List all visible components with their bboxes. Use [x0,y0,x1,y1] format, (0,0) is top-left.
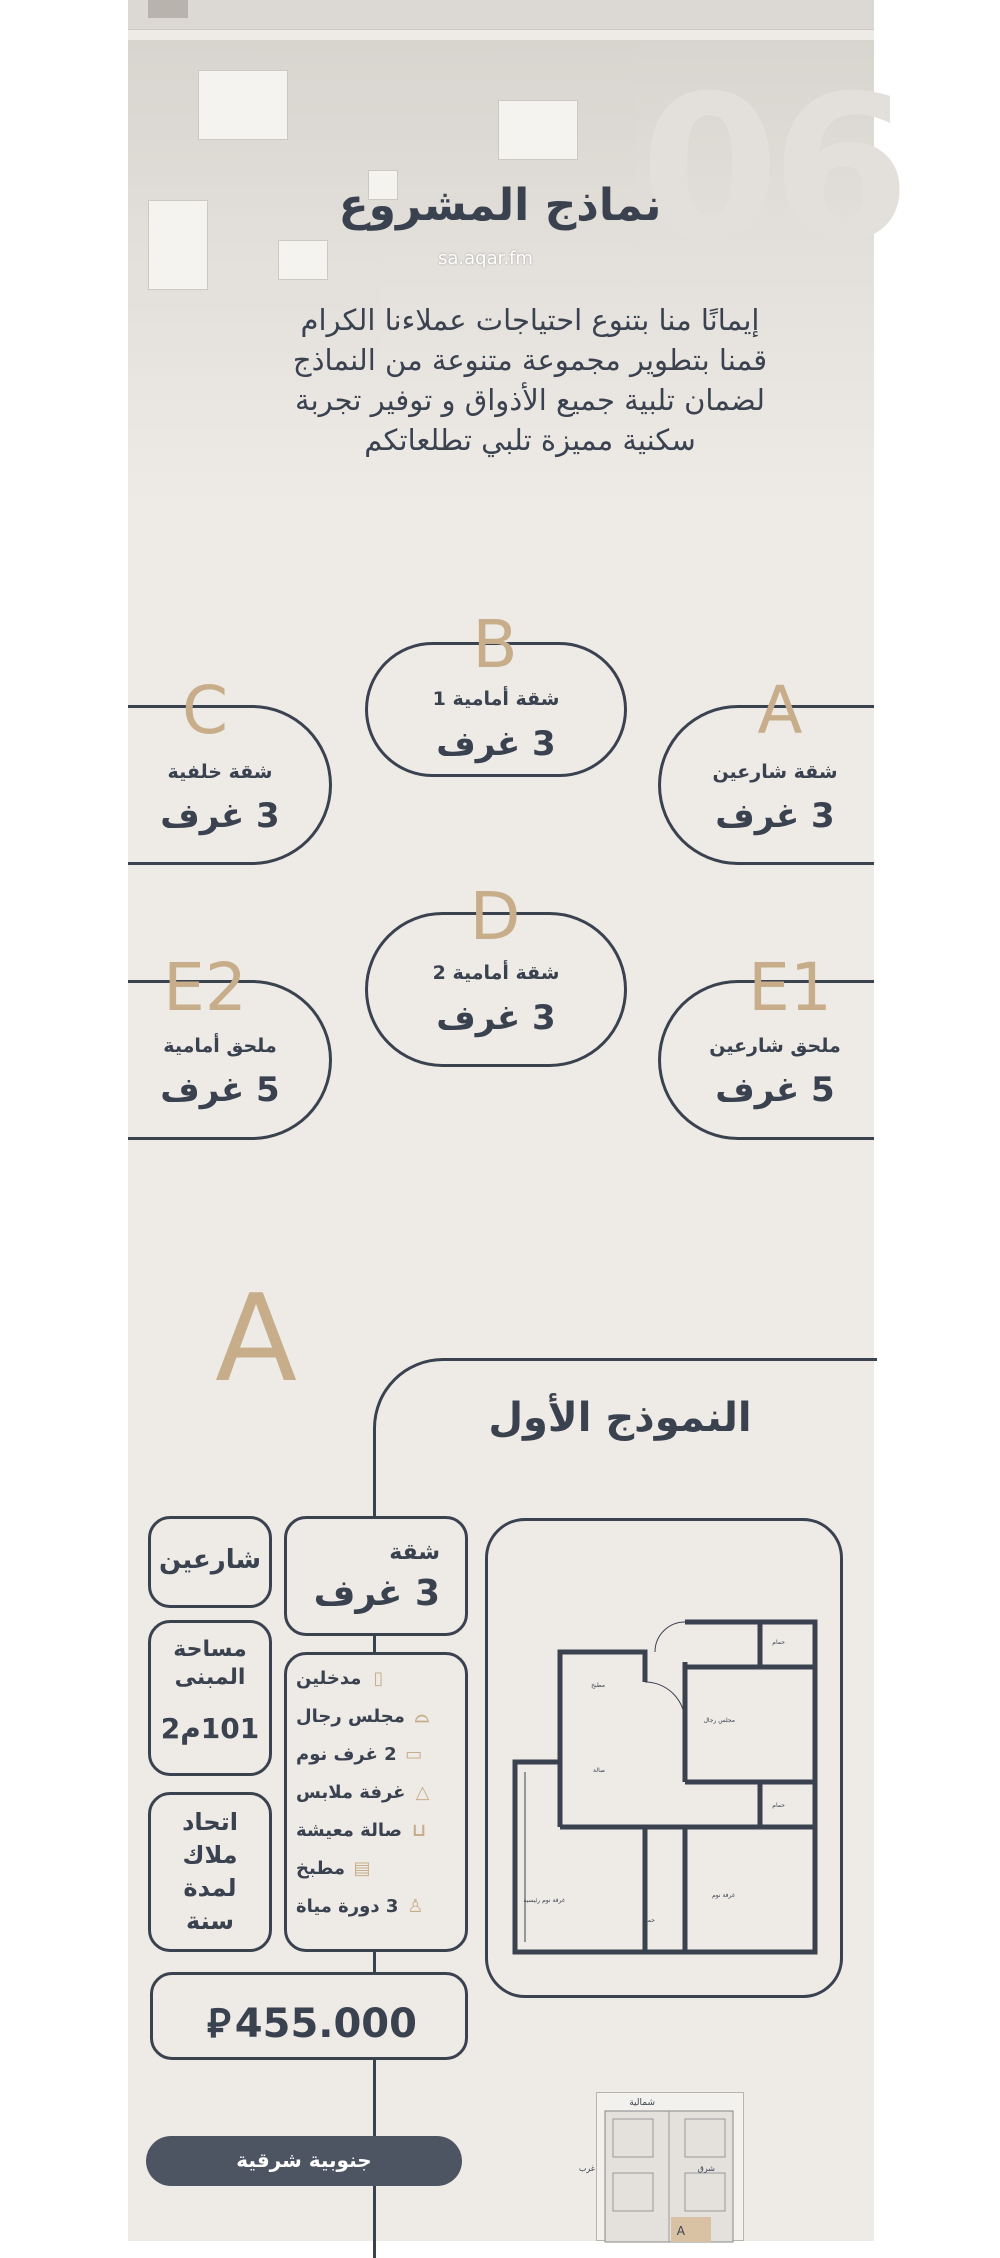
streets-label: شارعين [158,1545,262,1575]
currency-symbol: ⃁ [207,2001,231,2047]
plan-room-label: حمام [772,1802,785,1809]
model-rooms: 5 غرف [160,1070,280,1110]
orientation-badge [146,2136,462,2186]
owners-union-text [148,1806,272,1938]
model-code: A [757,672,803,749]
toilet-icon: ♙ [407,1895,424,1917]
price-value: ⃁ 455.000 [207,2001,417,2047]
site-plan-thumbnail [578,2092,744,2241]
feature-item: ▯ مدخلين [296,1668,446,1689]
model-type: ملحق شارعين [709,1035,841,1057]
strip-tab [148,0,188,18]
area-value: 101م2 [160,1712,260,1745]
model-rooms: 5 غرف [715,1070,835,1110]
section-number: 06 [640,53,903,286]
area-label-line: المبنى [174,1665,246,1690]
intro-line: لضمان تلبية جميع الأذواق و توفير تجربة [295,383,765,417]
feature-item: ♙ 3 دورة مياة [296,1896,446,1917]
model-type: شقة أمامية 1 [432,688,560,710]
model-rooms: 3 غرف [436,998,556,1038]
model-code: C [181,672,229,749]
photo-furniture [278,240,328,280]
site-west-label: غرب [578,2164,595,2173]
model-rooms: 3 غرف [715,796,835,836]
plan-room-label: مطبخ [591,1682,605,1689]
unit-type: شقة [389,1540,440,1565]
intro-line: إيمانًا منا بتنوع احتياجات عملاءنا الكرام [300,303,760,337]
model-code: B [472,606,518,683]
area-label [148,1636,272,1692]
union-line: لمدة [183,1874,237,1902]
plan-room-label: غرفة نوم رئيسية [523,1897,565,1904]
intro-line: سكنية مميزة تلبي تطلعاتكم [364,423,696,457]
watermark: sa.aqar.fm [438,248,533,269]
model-type: شقة خلفية [167,761,273,783]
feature-item: ⊔ صالة معيشة [296,1820,446,1841]
area-label-line: مساحة [173,1637,247,1662]
door-icon: ▯ [373,1667,384,1689]
union-line: اتحاد [182,1808,238,1836]
bed-icon: ▭ [405,1743,423,1765]
hanger-icon: △ [415,1781,430,1803]
plan-room-label: حمام [772,1639,785,1646]
photo-furniture [198,70,288,140]
price-box [150,1972,468,2060]
union-line: سنة [186,1907,234,1935]
model-type: ملحق أمامية [163,1035,277,1057]
feature-item: ▭ 2 غرف نوم [296,1744,446,1765]
site-east-label: شرق [697,2164,715,2173]
feature-item: ▤ مطبخ [296,1858,446,1879]
photo-furniture [148,200,208,290]
unit-rooms: 3 غرف [313,1573,440,1614]
site-unit-label: A [676,2224,685,2238]
feature-item: ⌓ مجلس رجال [296,1706,446,1727]
sofa-icon: ⌓ [414,1705,430,1727]
section-title: نماذج المشروع [338,180,662,231]
model-code: E1 [748,949,832,1026]
model-code: D [469,878,521,955]
plan-room-label: صالة [593,1767,605,1774]
kitchen-icon: ▤ [353,1857,371,1879]
armchair-icon: ⊔ [411,1819,427,1841]
feature-item: △ غرفة ملابس [296,1782,446,1803]
intro-paragraph [230,300,830,460]
plan-room-label: مجلس رجال [703,1717,735,1724]
previous-page-edge [128,0,874,30]
model-code: E2 [163,949,247,1026]
model-rooms: 3 غرف [436,724,556,764]
orientation-label: جنوبية شرقية [236,2148,372,2172]
site-north-label: شمالية [629,2098,655,2108]
floor-plan-drawing [505,1612,829,1952]
model-type: شقة شارعين [712,761,838,783]
detail-letter: A [215,1270,298,1409]
model-type: شقة أمامية 2 [432,962,560,984]
union-line: ملاك [182,1841,238,1869]
model-rooms: 3 غرف [160,796,280,836]
plan-room-label: حمام [642,1917,655,1924]
site-plan-drawing [578,2093,743,2242]
intro-line: قمنا بتطوير مجموعة متنوعة من النماذج [292,343,768,377]
detail-title: النموذج الأول [488,1395,752,1441]
photo-furniture [498,100,578,160]
plan-room-label: غرفة نوم [712,1892,735,1899]
